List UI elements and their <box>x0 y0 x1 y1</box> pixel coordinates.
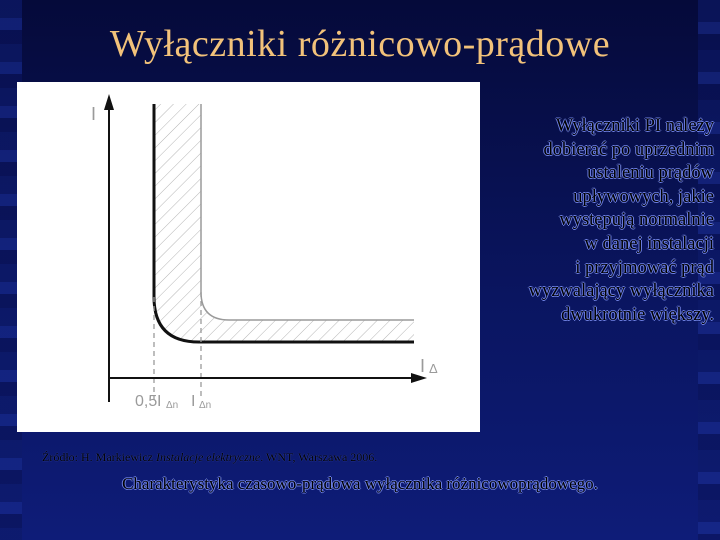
side-line: występują normalnie <box>559 210 714 231</box>
x-axis-sub: Δ <box>429 361 438 376</box>
tick1-i: I <box>157 393 162 410</box>
diagram-svg <box>17 82 480 432</box>
side-line: i przyjmować prąd <box>575 257 714 278</box>
figure-caption: Charakterystyka czasowo-prądowa wyłącznika różnicowoprądowego. <box>122 474 598 493</box>
slide-title: Wyłączniki różnicowo-prądowe <box>109 23 611 65</box>
tick1-sub: Δn <box>166 400 179 411</box>
tolerance-band <box>154 104 414 342</box>
source-prefix: Źródło: H. Markiewicz <box>42 450 156 464</box>
inner-boundary-curve <box>201 104 414 320</box>
side-description <box>474 115 714 327</box>
side-line: upływowych, jakie <box>573 186 714 207</box>
y-axis-label: I <box>91 104 97 124</box>
tick1-value: 0,5 <box>135 393 158 410</box>
y-axis-arrow <box>104 94 114 110</box>
side-line: wyzwalający wyłącznika <box>528 281 714 302</box>
source-book: Instalacje elektryczne <box>155 450 261 464</box>
side-line: dobierać po uprzednim <box>543 139 714 160</box>
side-line: w danej instalacji <box>584 233 714 254</box>
side-line: ustaleniu prądów <box>587 163 714 184</box>
side-line: dwukrotnie większy. <box>561 304 714 325</box>
source-suffix: . WNT, Warszawa 2006. <box>260 450 378 464</box>
source-citation <box>42 450 377 465</box>
tick2-label: I <box>191 393 196 410</box>
x-axis-label: I <box>420 356 426 376</box>
tick2-sub: Δn <box>199 400 212 411</box>
characteristic-diagram <box>17 82 480 432</box>
side-line: Wyłączniki PI należy <box>555 116 714 136</box>
